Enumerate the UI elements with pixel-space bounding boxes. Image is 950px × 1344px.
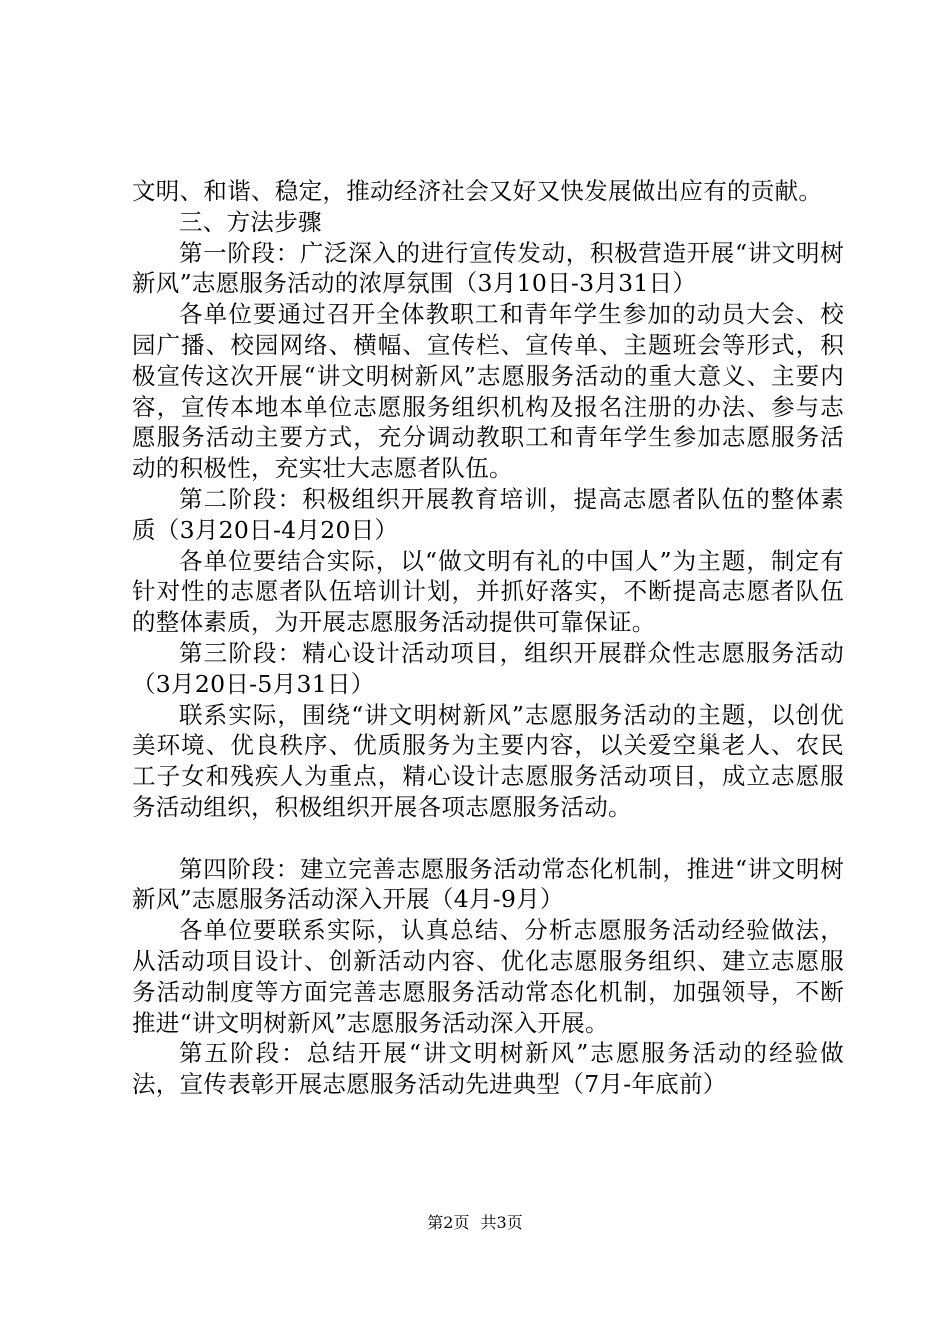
stage-2-heading: 第二阶段：积极组织开展教育培训，提高志愿者队伍的整体素质（3月20日-4月20日） — [132, 484, 844, 544]
stage-3-body: 联系实际，围绕“讲文明树新风”志愿服务活动的主题，以创优美环境、优良秩序、优质服务为主要内容，以关爱空巢老人、农民工子女和残疾人为重点，精心设计志愿服务活动项目，成立志愿服务活动组织，积极组织开展各项志愿服务活动。 — [132, 700, 844, 821]
stage-1-heading: 第一阶段：广泛深入的进行宣传发动，积极营造开展“讲文明树新风”志愿服务活动的浓厚氛围（3月10日-3月31日） — [132, 238, 844, 298]
stage-4-heading: 第四阶段：建立完善志愿服务活动常态化机制，推进“讲文明树新风”志愿服务活动深入开展（4月-9月） — [132, 854, 844, 914]
page-number: 第2页 — [427, 1213, 470, 1232]
stage-3-heading: 第三阶段：精心设计活动项目，组织开展群众性志愿服务活动（3月20日-5月31日） — [132, 638, 844, 698]
page-footer — [0, 1213, 950, 1233]
stage-1-body: 各单位要通过召开全体教职工和青年学生参加的动员大会、校园广播、校园网络、横幅、宣传栏、宣传单、主题班会等形式，积极宣传这次开展“讲文明树新风”志愿服务活动的重大意义、主要内容，宣传本地本单位志愿服务组织机构及报名注册的办法、参与志愿服务活动主要方式，充分调动教职工和青年学生参加志愿服务活动的积极性，充实壮大志愿者队伍。 — [132, 300, 844, 483]
page-total: 共3页 — [480, 1213, 523, 1232]
stage-5-heading: 第五阶段：总结开展“讲文明树新风”志愿服务活动的经验做法，宣传表彰开展志愿服务活动先进典型（7月-年底前） — [132, 1039, 844, 1099]
stage-2-body: 各单位要结合实际，以“做文明有礼的中国人”为主题，制定有针对性的志愿者队伍培训计划，并抓好落实，不断提高志愿者队伍的整体素质，为开展志愿服务活动提供可靠保证。 — [132, 546, 844, 637]
stage-4-body: 各单位要联系实际，认真总结、分析志愿服务活动经验做法，从活动项目设计、创新活动内容、优化志愿服务组织、建立志愿服务活动制度等方面完善志愿服务活动常态化机制，加强领导，不断推进“讲文明树新风”志愿服务活动深入开展。 — [132, 916, 844, 1037]
section-heading: 三、方法步骤 — [179, 207, 322, 236]
paragraph-continuation: 文明、和谐、稳定，推动经济社会又好又快发展做出应有的贡献。 — [132, 177, 823, 205]
document-body — [132, 176, 844, 1100]
blank-line — [132, 823, 844, 854]
